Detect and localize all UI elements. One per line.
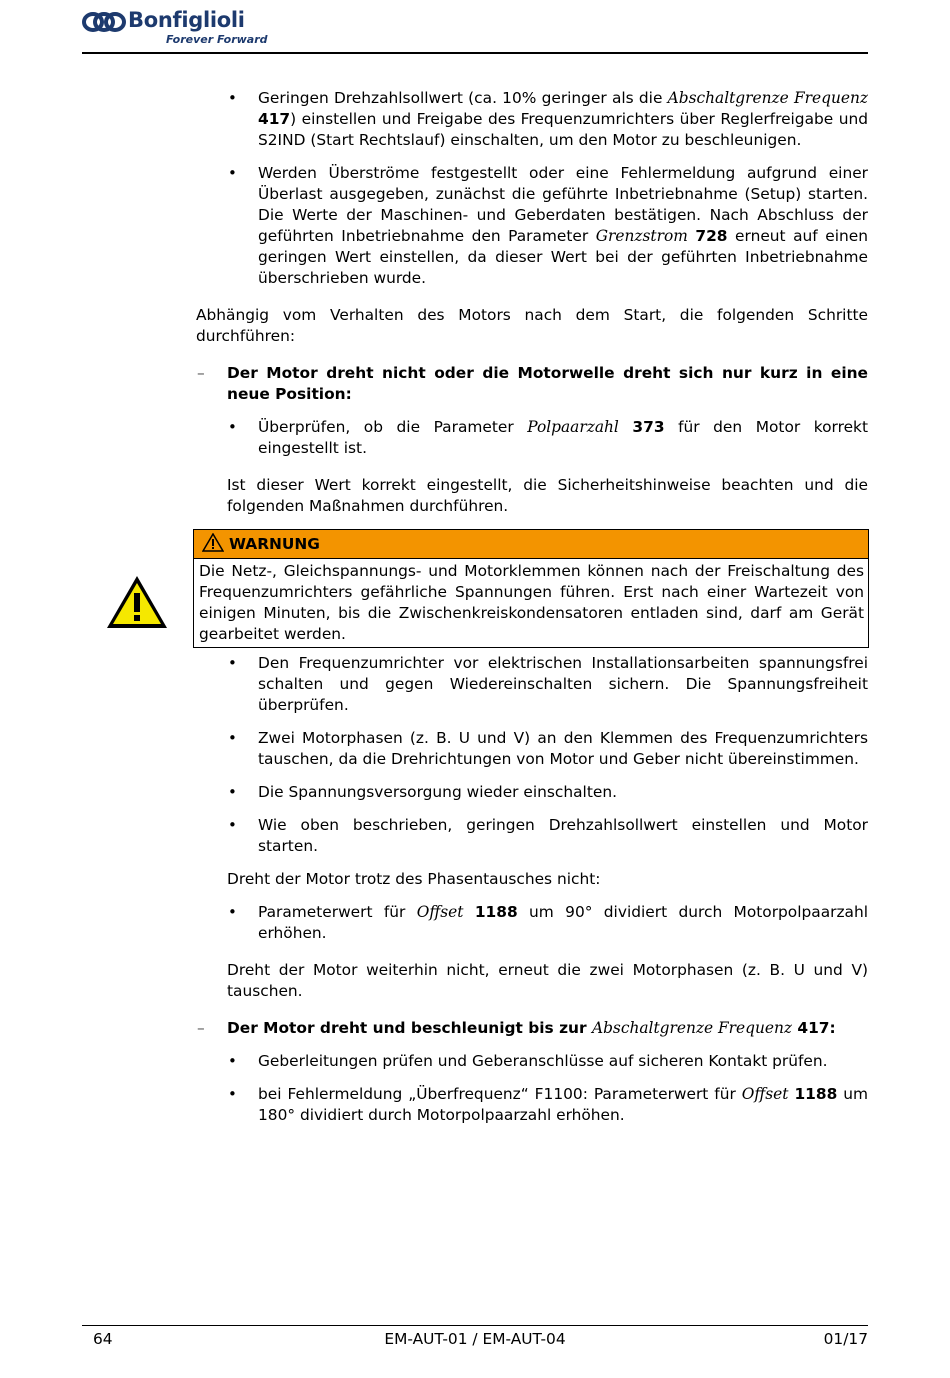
intro-paragraph: Abhängig vom Verhalten des Motors nach dem Start, die folgenden Schritte durchführen:	[196, 306, 868, 345]
list-item	[228, 163, 868, 289]
brand-tagline: Forever Forward	[166, 33, 268, 46]
brand-name: Bonfiglioli	[128, 8, 245, 32]
list-item	[228, 782, 868, 803]
step-text: Den Frequenzumrichter vor elektrischen Installationsarbeiten spannungsfrei schalten und gegen Wiedereinschalten sichern. Die Spannungsfreiheit überprüfen.	[258, 654, 868, 714]
text-run: um 180° dividiert durch Motorpolpaarzahl erhöhen.	[258, 1085, 869, 1124]
step-text: Geberleitungen prüfen und Geberanschlüsse auf sicheren Kontakt prüfen.	[258, 1052, 828, 1070]
case-heading-no-rotation	[197, 363, 868, 405]
bonfiglioli-logo	[82, 6, 282, 46]
text-run: um 90° dividiert durch Motorpolpaarzahl erhöhen.	[258, 903, 868, 942]
parameter-number: 417:	[797, 1019, 836, 1037]
step-text: Zwei Motorphasen (z. B. U und V) an den Klemmen des Frequenzumrichters tauschen, da die Drehrichtungen von Motor und Geber nicht übereinstimmen.	[258, 729, 868, 768]
text-run: Geringen Drehzahlsollwert (ca. 10% geringer als die	[258, 89, 668, 107]
bullet-icon: •	[228, 418, 237, 436]
bullet-icon: •	[228, 816, 237, 834]
final-note: Dreht der Motor weiterhin nicht, erneut die zwei Motorphasen (z. B. U und V) tauschen.	[227, 961, 868, 1000]
safety-note: Ist dieser Wert korrekt eingestellt, die Sicherheitshinweise beachten und die folgenden Maßnahmen durchführen.	[227, 476, 868, 515]
bullet-icon: •	[228, 1052, 237, 1070]
bullet-icon: •	[228, 164, 237, 182]
list-item	[228, 1051, 868, 1072]
parameter-number: 1188	[794, 1085, 838, 1103]
list-item	[228, 728, 868, 770]
warning-label: WARNUNG	[229, 535, 320, 553]
case-heading-text: Der Motor dreht nicht oder die Motorwelle dreht sich nur kurz in eine neue Position:	[227, 364, 868, 403]
text-run: Parameterwert für	[258, 903, 417, 921]
parameter-number: 728	[695, 227, 728, 245]
bullet-icon: •	[228, 729, 237, 747]
bullet-icon: •	[228, 654, 237, 672]
step-text: Die Spannungsversorgung wieder einschalten.	[258, 783, 617, 801]
text-run	[619, 418, 633, 436]
text-run: bei Fehlermeldung „Überfrequenz“ F1100: Parameterwert für	[258, 1085, 742, 1103]
warning-text: Die Netz-, Gleichspannungs- und Motorklemmen können nach der Freischaltung des Frequenzumrichters gefährliche Spannungen führen. Erst nach einer Wartezeit von einigen Minuten, bis die Zwischenkreiskondensatoren entladen sind, darf am Gerät gearbeitet werden.	[194, 559, 868, 647]
dash-marker: –	[197, 1019, 205, 1037]
parameter-name: Abschaltgrenze Frequenz	[667, 89, 868, 107]
bullet-icon: •	[228, 783, 237, 801]
parameter-number: 417	[258, 110, 291, 128]
page-content	[0, 88, 950, 1126]
bullet-icon: •	[228, 1085, 237, 1103]
list-item	[228, 815, 868, 857]
dash-marker: –	[197, 364, 205, 382]
page-number: 64	[93, 1330, 113, 1348]
document-date: 01/17	[823, 1330, 868, 1348]
logo-mark-icon	[82, 10, 126, 34]
warning-sign-icon	[104, 573, 170, 631]
warning-box	[193, 529, 869, 648]
text-run: erneut auf einen geringen Wert einstellen, da dieser Wert bei der geführten Inbetriebnahme überschrieben wurde.	[258, 227, 868, 287]
text-run: Überprüfen, ob die Parameter	[258, 418, 528, 436]
case-heading-accelerates	[197, 1018, 868, 1039]
list-item	[228, 417, 868, 459]
parameter-number: 373	[632, 418, 665, 436]
parameter-number: 1188	[474, 903, 518, 921]
text-run: ) einstellen und Freigabe des Frequenzumrichters über Reglerfreigabe und S2IND (Start Rechtslauf) einschalten, um den Motor zu beschleunigen.	[258, 110, 868, 149]
list-item	[228, 88, 868, 151]
document-id: EM-AUT-01 / EM-AUT-04	[384, 1330, 566, 1348]
text-run: Werden Überströme festgestellt oder eine Fehlermeldung aufgrund einer Überlast ausgegeben, zunächst die geführte Inbetriebnahme (Setup) starten. Die Werte der Maschinen- und Geberdaten bestätigen. Nach Abschluss der geführten Inbetriebnahme den Parameter	[258, 164, 868, 245]
list-item	[228, 902, 868, 944]
parameter-name: Offset	[741, 1085, 789, 1103]
footer-divider	[82, 1325, 868, 1326]
still-not-rotating-note: Dreht der Motor trotz des Phasentausches nicht:	[227, 870, 601, 888]
warning-block	[0, 529, 950, 647]
parameter-name: Offset	[416, 903, 464, 921]
bullet-icon: •	[228, 903, 237, 921]
list-item	[228, 653, 868, 716]
text-run: für den Motor korrekt eingestellt ist.	[258, 418, 868, 457]
warning-header	[194, 530, 868, 559]
bullet-icon: •	[228, 89, 237, 107]
parameter-name: Grenzstrom	[595, 227, 688, 245]
parameter-name: Polpaarzahl	[527, 418, 619, 436]
warning-triangle-icon	[202, 533, 224, 552]
header-divider	[82, 52, 868, 54]
parameter-name: Abschaltgrenze Frequenz	[591, 1019, 793, 1037]
list-item	[228, 1084, 869, 1126]
step-text: Wie oben beschrieben, geringen Drehzahlsollwert einstellen und Motor starten.	[258, 816, 868, 855]
text-run: Der Motor dreht und beschleunigt bis zur	[227, 1019, 592, 1037]
text-run	[463, 903, 474, 921]
